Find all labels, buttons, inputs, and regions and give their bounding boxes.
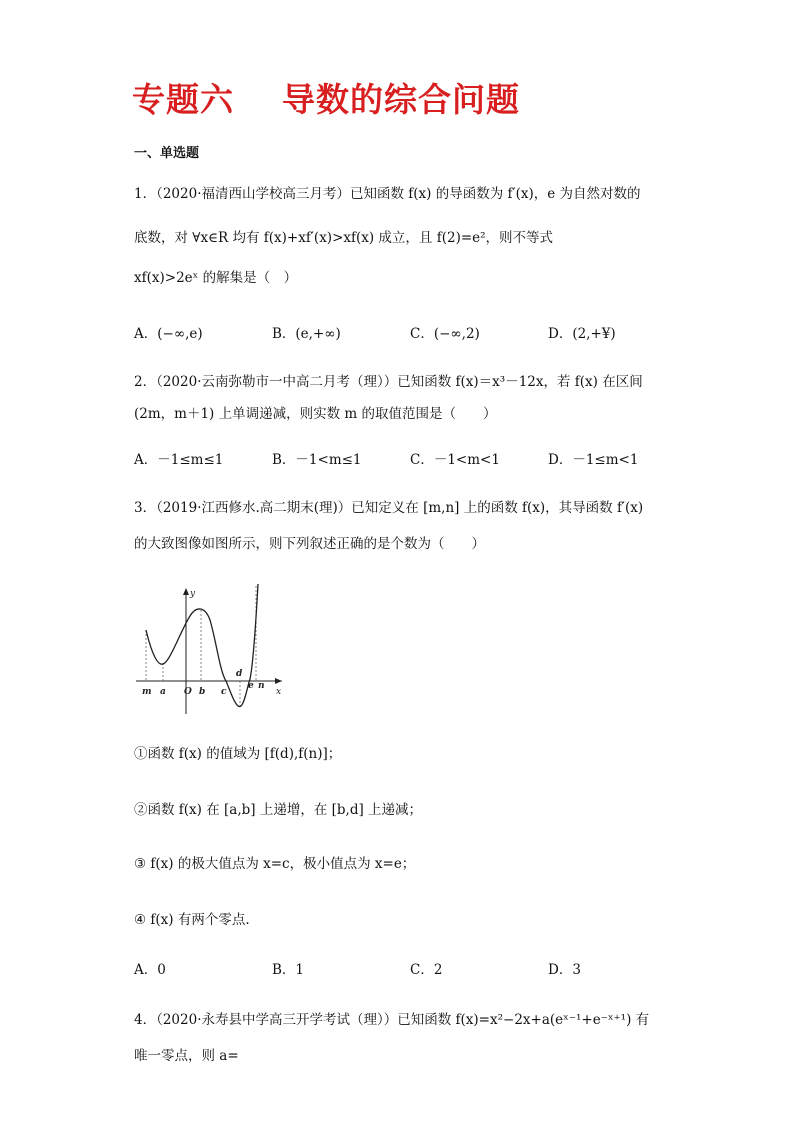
title-right: 导数的综合问题 [282, 80, 520, 119]
label-b: b [199, 687, 206, 697]
q3-option-a: A．0 [134, 962, 166, 978]
q3-line-2: 的大致图像如图所示，则下列叙述正确的是个数为（ ） [134, 536, 485, 552]
label-a: a [160, 687, 166, 697]
q1-option-a: A．(−∞,e) [134, 326, 203, 342]
q3-statement-2: ②函数 f(x) 在 [a,b] 上递增，在 [b,d] 上递减； [134, 802, 423, 818]
label-o: O [184, 687, 192, 697]
q1-option-d: D．(2,+¥) [548, 326, 616, 342]
y-axis-arrow [183, 588, 189, 595]
label-n: n [258, 681, 265, 691]
q1-options [134, 322, 654, 342]
q4-line-2: 唯一零点，则 a= [134, 1048, 239, 1064]
q2-line-2: (2m，m＋1) 上单调递减，则实数 m 的取值范围是（ ） [134, 406, 497, 422]
q3-option-c: C．2 [410, 962, 443, 978]
q2-line-1: 2．（2020·云南弥勒市一中高二月考（理））已知函数 f(x)＝x³－12x，若 f(x) 在区间 [134, 374, 643, 390]
label-d: d [236, 669, 243, 679]
derivative-graph [132, 580, 292, 720]
label-c: c [221, 687, 227, 697]
q3-option-d: D．3 [548, 962, 581, 978]
label-x: x [276, 687, 282, 697]
q2-option-d: D．－1≤m<1 [548, 452, 639, 468]
page-title [132, 74, 520, 121]
q4-line-1: 4．（2020·永寿县中学高三开学考试（理））已知函数 f(x)=x²−2x+a(eˣ⁻¹+e⁻ˣ⁺¹) 有 [134, 1012, 650, 1028]
q1-line-1: 1．（2020·福清西山学校高三月考）已知函数 f(x) 的导函数为 f′(x)，e 为自然对数的 [134, 186, 641, 202]
q1-option-b: B．(e,+∞) [272, 326, 341, 342]
q3-options [134, 958, 654, 978]
title-left: 专题六 [132, 80, 234, 119]
q2-options [134, 448, 654, 468]
q1-option-c: C．(−∞,2) [410, 326, 480, 342]
q3-statement-1: ①函数 f(x) 的值域为 [f(d),f(n)]； [134, 746, 342, 762]
q2-option-b: B．－1<m≤1 [272, 452, 362, 468]
label-y: y [190, 589, 196, 599]
q3-statement-3: ③ f(x) 的极大值点为 x=c，极小值点为 x=e； [134, 856, 416, 872]
section-heading: 一、单选题 [134, 146, 200, 161]
q3-option-b: B．1 [272, 962, 305, 978]
x-axis-arrow [275, 678, 282, 684]
q1-line-3: xf(x)>2eˣ 的解集是（ ） [134, 270, 298, 286]
q1-line-2: 底数，对 ∀x∈R 均有 f(x)+xf′(x)>xf(x) 成立，且 f(2)=e²，则不等式 [134, 230, 554, 246]
q3-line-1: 3．（2019·江西修水.高二期末(理)）已知定义在 [m,n] 上的函数 f(x)，其导函数 f′(x) [134, 500, 644, 516]
q2-option-c: C．－1<m<1 [410, 452, 500, 468]
q3-statement-4: ④ f(x) 有两个零点. [134, 912, 250, 928]
label-m: m [142, 687, 152, 697]
q2-option-a: A．－1≤m≤1 [134, 452, 224, 468]
label-e: e [248, 681, 254, 691]
